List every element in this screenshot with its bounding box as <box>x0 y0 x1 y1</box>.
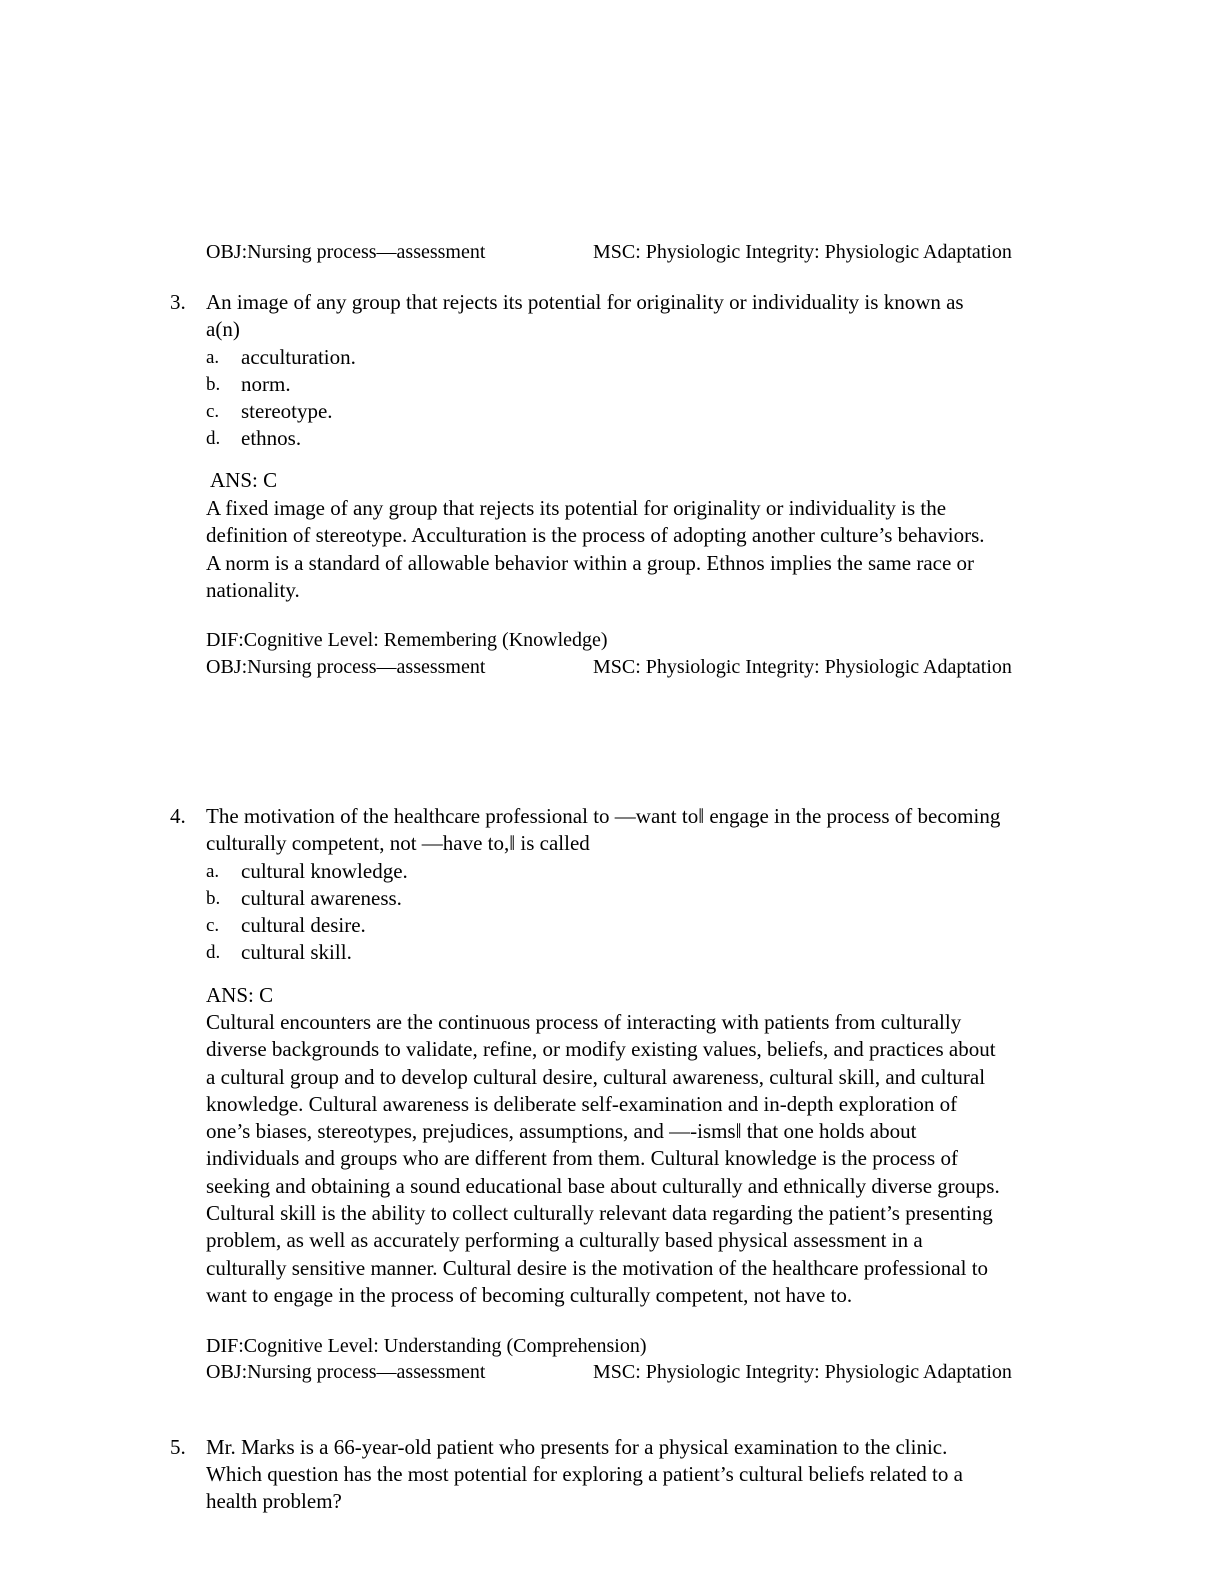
rationale-line: individuals and groups who are different from them. Cultural knowledge is the process of <box>206 1146 958 1171</box>
question-4-stem-line-1: The motivation of the healthcare professional to —want to‖ engage in the process of becoming <box>206 804 1001 828</box>
question-3-answer: ANS: C <box>210 468 278 492</box>
rationale-line: nationality. <box>206 577 300 602</box>
option-letter: b. <box>206 374 221 395</box>
option-text: cultural awareness. <box>241 886 402 910</box>
question-4-msc: MSC: Physiologic Integrity: Physiologic Adaptation <box>593 1361 1012 1383</box>
rationale-line: diverse backgrounds to validate, refine, or modify existing values, beliefs, and practices about <box>206 1037 996 1062</box>
question-3-number: 3. <box>170 290 186 314</box>
question-4-stem-line-2: culturally competent, not —have to,‖ is called <box>206 831 590 855</box>
rationale-line: A norm is a standard of allowable behavior within a group. Ethnos implies the same race or <box>206 550 975 575</box>
question-3-msc: MSC: Physiologic Integrity: Physiologic Adaptation <box>593 656 1012 678</box>
rationale-line: problem, as well as accurately performing a culturally based physical assessment in a <box>206 1228 923 1253</box>
option-letter: c. <box>206 401 220 422</box>
question-3-rationale <box>206 495 1106 604</box>
rationale-line: definition of stereotype. Acculturation is the process of adopting another culture’s behaviors. <box>206 523 985 548</box>
rationale-line: Cultural skill is the ability to collect culturally relevant data regarding the patient’s presenting <box>206 1201 993 1226</box>
rationale-line: culturally sensitive manner. Cultural desire is the motivation of the healthcare professional to <box>206 1255 989 1280</box>
rationale-line: knowledge. Cultural awareness is deliberate self-examination and in-depth exploration of <box>206 1091 958 1116</box>
rationale-line: one’s biases, stereotypes, prejudices, assumptions, and —-isms‖ that one holds about <box>206 1119 917 1144</box>
option-letter: d. <box>206 428 221 449</box>
option-text: cultural skill. <box>241 940 352 964</box>
question-4-obj: OBJ:Nursing process—assessment <box>206 1361 486 1383</box>
rationale-line: a cultural group and to develop cultural desire, cultural awareness, cultural skill, and cultural <box>206 1064 986 1089</box>
question-4-number: 4. <box>170 804 186 828</box>
option-letter: b. <box>206 888 221 909</box>
question-5-stem-line-2: Which question has the most potential for exploring a patient’s cultural beliefs related to a <box>206 1462 963 1486</box>
option-letter: c. <box>206 915 220 936</box>
option-text: ethnos. <box>241 426 302 450</box>
question-5-stem-line-1: Mr. Marks is a 66-year-old patient who presents for a physical examination to the clinic. <box>206 1435 948 1459</box>
option-letter: a. <box>206 861 220 882</box>
top-obj-label: OBJ:Nursing process—assessment <box>206 241 486 263</box>
option-letter: a. <box>206 347 220 368</box>
question-5-number: 5. <box>170 1435 186 1459</box>
question-3-stem-line-1: An image of any group that rejects its potential for originality or individuality is known as <box>206 290 964 314</box>
rationale-line: Cultural encounters are the continuous process of interacting with patients from culturally <box>206 1010 962 1034</box>
option-text: stereotype. <box>241 399 333 423</box>
option-letter: d. <box>206 942 221 963</box>
rationale-line: A fixed image of any group that rejects its potential for originality or individuality is the <box>206 496 947 520</box>
option-text: acculturation. <box>241 345 356 369</box>
option-text: cultural knowledge. <box>241 859 408 883</box>
top-msc-label: MSC: Physiologic Integrity: Physiologic Adaptation <box>593 241 1012 263</box>
question-4-answer: ANS: C <box>206 983 274 1007</box>
question-3-dif: DIF:Cognitive Level: Remembering (Knowledge) <box>206 629 608 651</box>
question-3-obj: OBJ:Nursing process—assessment <box>206 656 486 678</box>
question-4-dif: DIF:Cognitive Level: Understanding (Comprehension) <box>206 1335 647 1357</box>
option-text: cultural desire. <box>241 913 366 937</box>
rationale-line: seeking and obtaining a sound educational base about culturally and ethnically diverse groups. <box>206 1173 1000 1198</box>
question-5-stem-line-3: health problem? <box>206 1489 342 1513</box>
rationale-line: want to engage in the process of becoming culturally competent, not have to. <box>206 1282 853 1307</box>
option-text: norm. <box>241 372 291 396</box>
question-3-stem-line-2: a(n) <box>206 317 240 341</box>
question-4-rationale <box>206 1009 1106 1309</box>
